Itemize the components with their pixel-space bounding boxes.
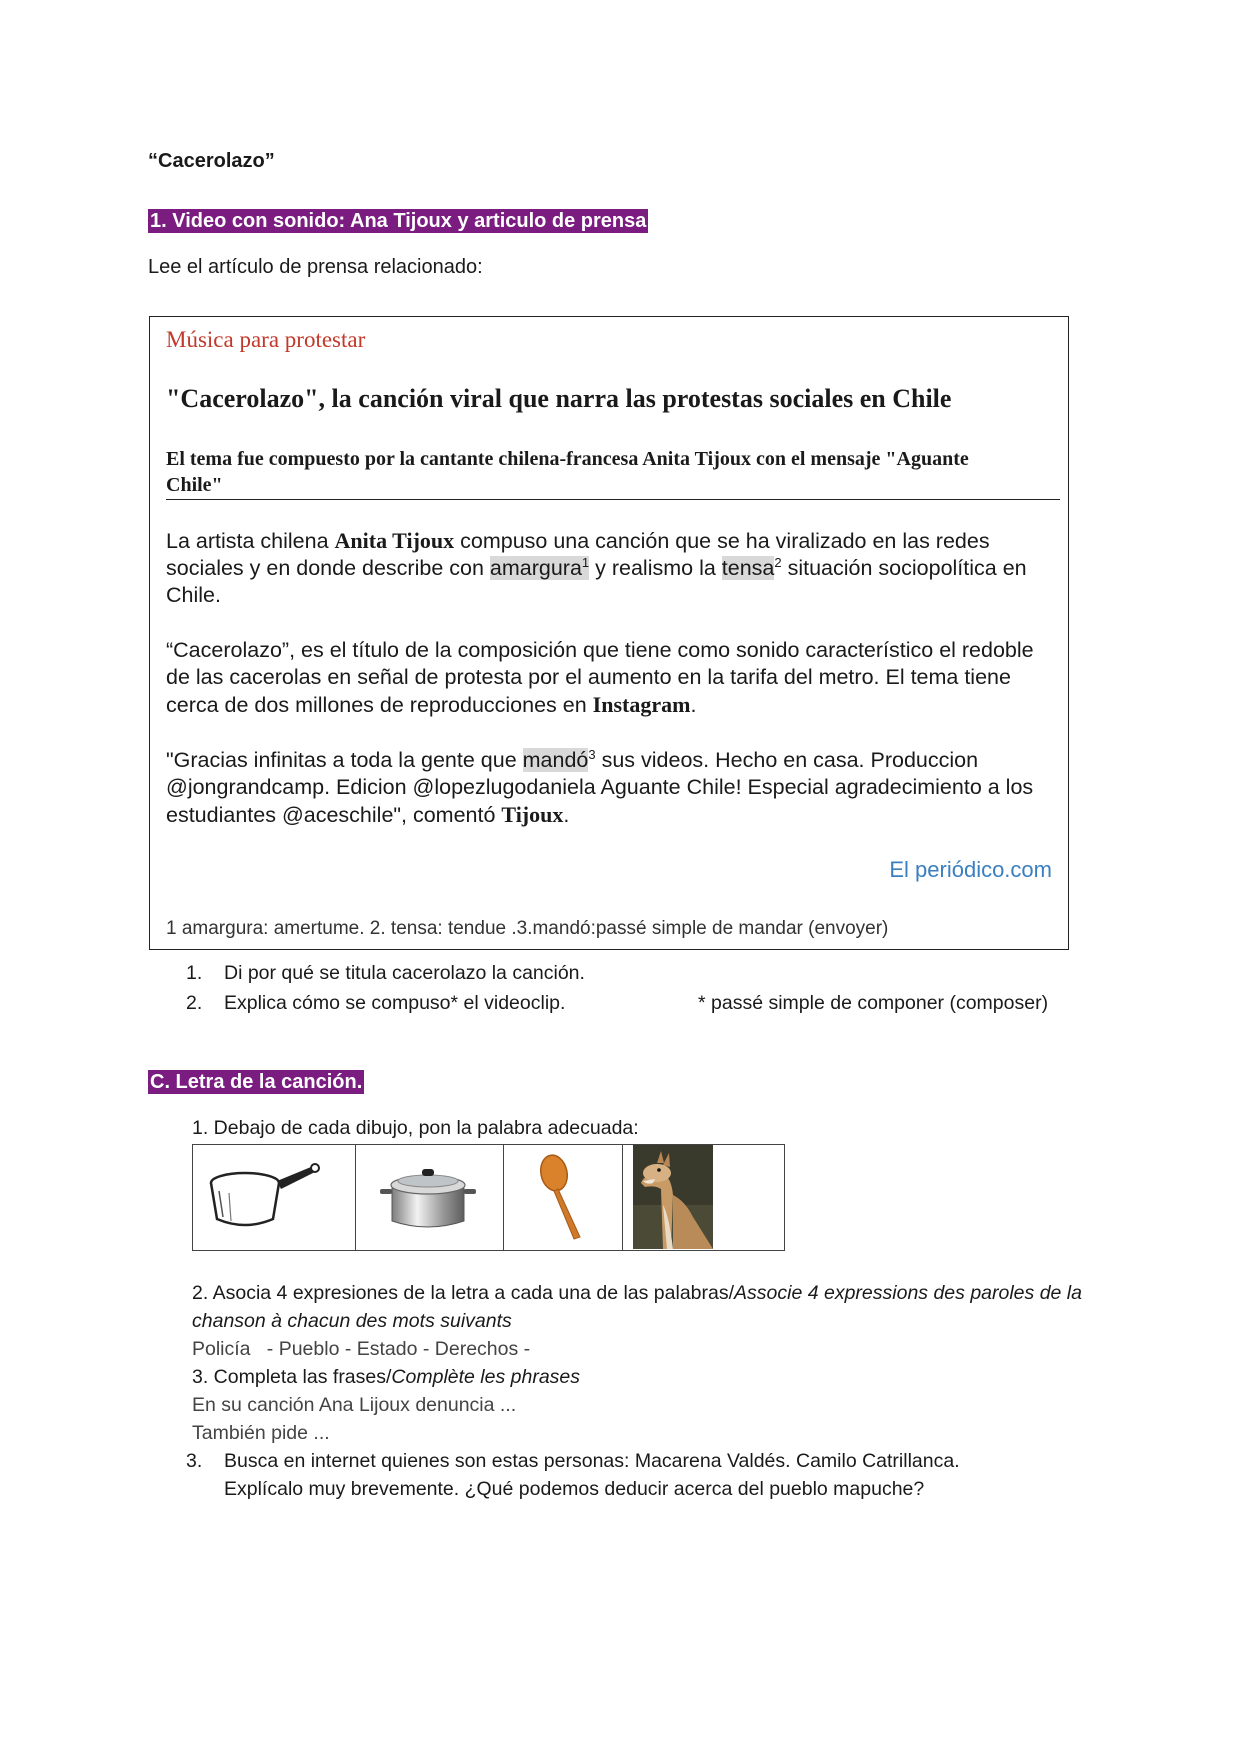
highlight-tensa: tensa — [721, 556, 775, 580]
task-2-instruction-french: Associe 4 expressions des paroles de la chanson à chacun des mots suivants — [192, 1282, 1082, 1332]
article-paragraph-1 — [166, 527, 1056, 609]
article-box — [149, 316, 1069, 950]
task-3-line-2: También pide ... — [192, 1422, 330, 1444]
article-subhead: El tema fue compuesto por la cantante chilena-francesa Anita Tijoux con el mensaje "Aguante Chile" — [166, 448, 969, 496]
footnote-ref-3: 3 — [588, 746, 596, 762]
p1-text-a: La artista chilena — [166, 529, 335, 553]
picture-cell-guanaco — [623, 1145, 783, 1250]
highlight-mando: mandó — [522, 748, 589, 772]
task-2-instruction: 2. Asocia 4 expresiones de la letra a cada una de las palabras/ — [192, 1282, 735, 1304]
question-1-text: Di por qué se titula cacerolazo la canción. — [224, 962, 585, 984]
p1-text-e: situación sociopolítica en Chile. — [166, 556, 1027, 607]
task-1: 1. Debajo de cada dibujo, pon la palabra adecuada: — [192, 1117, 639, 1139]
picture-cell-pot — [356, 1145, 504, 1250]
saucepan-icon — [207, 1157, 327, 1232]
highlight-amargura — [490, 556, 589, 580]
picture-cell-spoon — [504, 1145, 623, 1250]
article-kicker: Música para protestar — [166, 327, 366, 352]
document-title: “Cacerolazo” — [148, 150, 275, 172]
p3-text-b: sus videos. Hecho en casa. Produccion @jongrandcamp. Edicion @lopezlugodaniela Aguante Chile! Especial agradecimiento a los estudiantes @aceschile", comentó — [166, 748, 1034, 827]
task-3 — [192, 1363, 580, 1391]
question-2 — [186, 992, 565, 1015]
p2-text-c: . — [690, 693, 697, 717]
task-3-instruction: 3. Completa las frases/ — [192, 1366, 392, 1388]
task-3-instruction-french: Complète les phrases — [391, 1366, 581, 1388]
question-2-number: 2. — [186, 992, 203, 1014]
word-amargura: amargura — [489, 556, 582, 580]
picture-cell-saucepan — [193, 1145, 356, 1250]
guanaco-icon — [633, 1145, 713, 1249]
p3-text-d: . — [563, 803, 570, 827]
section-1-header — [148, 209, 648, 233]
task-3-line-1: En su canción Ana Lijoux denuncia ... — [192, 1394, 517, 1416]
p2-text-a: “Cacerolazo”, es el título de la composición que tiene como sonido característico el redoble de las cacerolas en señal de protesta por el aumento en la tarifa del metro. El tema tiene cerca de dos millones de reproducciones en — [166, 638, 1034, 717]
task-2 — [192, 1279, 1092, 1335]
pot-icon — [378, 1159, 478, 1234]
section-1-label: 1. Video con sonido: Ana Tijoux y articulo de prensa — [150, 210, 647, 232]
article-source: El periódico.com — [889, 857, 1052, 882]
article-headline: "Cacerolazo", la canción viral que narra las protestas sociales en Chile — [166, 384, 952, 413]
question-1 — [186, 962, 585, 985]
question-note: * passé simple de componer (composer) — [698, 992, 1049, 1014]
picture-table — [192, 1144, 785, 1251]
article-paragraph-3 — [166, 747, 1056, 829]
task-4-line-2: Explícalo muy brevemente. ¿Qué podemos deducir acerca del pueblo mapuche? — [224, 1478, 925, 1500]
p1-artist-name: Anita Tijoux — [334, 528, 455, 553]
article-footnote: 1 amargura: amertume. 2. tensa: tendue .3.mandó:passé simple de mandar (envoyer) — [166, 918, 889, 939]
task-4-line-1: Busca en internet quienes son estas personas: Macarena Valdés. Camilo Catrillanca. — [224, 1450, 960, 1472]
task-4-number: 3. — [186, 1450, 203, 1472]
wooden-spoon-icon — [536, 1153, 596, 1243]
article-divider — [166, 499, 1060, 500]
question-1-number: 1. — [186, 962, 203, 984]
question-2-text: Explica cómo se compuso* el videoclip. — [224, 992, 566, 1014]
intro-text: Lee el artículo de prensa relacionado: — [148, 256, 483, 278]
p1-text-c: compuso una canción que se ha viralizado en las redes sociales y en donde describe con — [166, 529, 990, 580]
p1-text-d: y realismo la — [589, 556, 722, 580]
task-2-words: Policía - Pueblo - Estado - Derechos - — [192, 1338, 531, 1360]
section-2-header — [148, 1070, 364, 1094]
footnote-ref-2: 2 — [774, 554, 782, 570]
p3-text-a: "Gracias infinitas a toda la gente que — [166, 748, 523, 772]
p3-tijoux: Tijoux — [501, 802, 564, 827]
article-paragraph-2 — [166, 637, 1056, 719]
p2-instagram: Instagram — [592, 692, 691, 717]
footnote-ref-1: 1 — [581, 554, 590, 570]
section-2-label: C. Letra de la canción. — [150, 1071, 363, 1093]
